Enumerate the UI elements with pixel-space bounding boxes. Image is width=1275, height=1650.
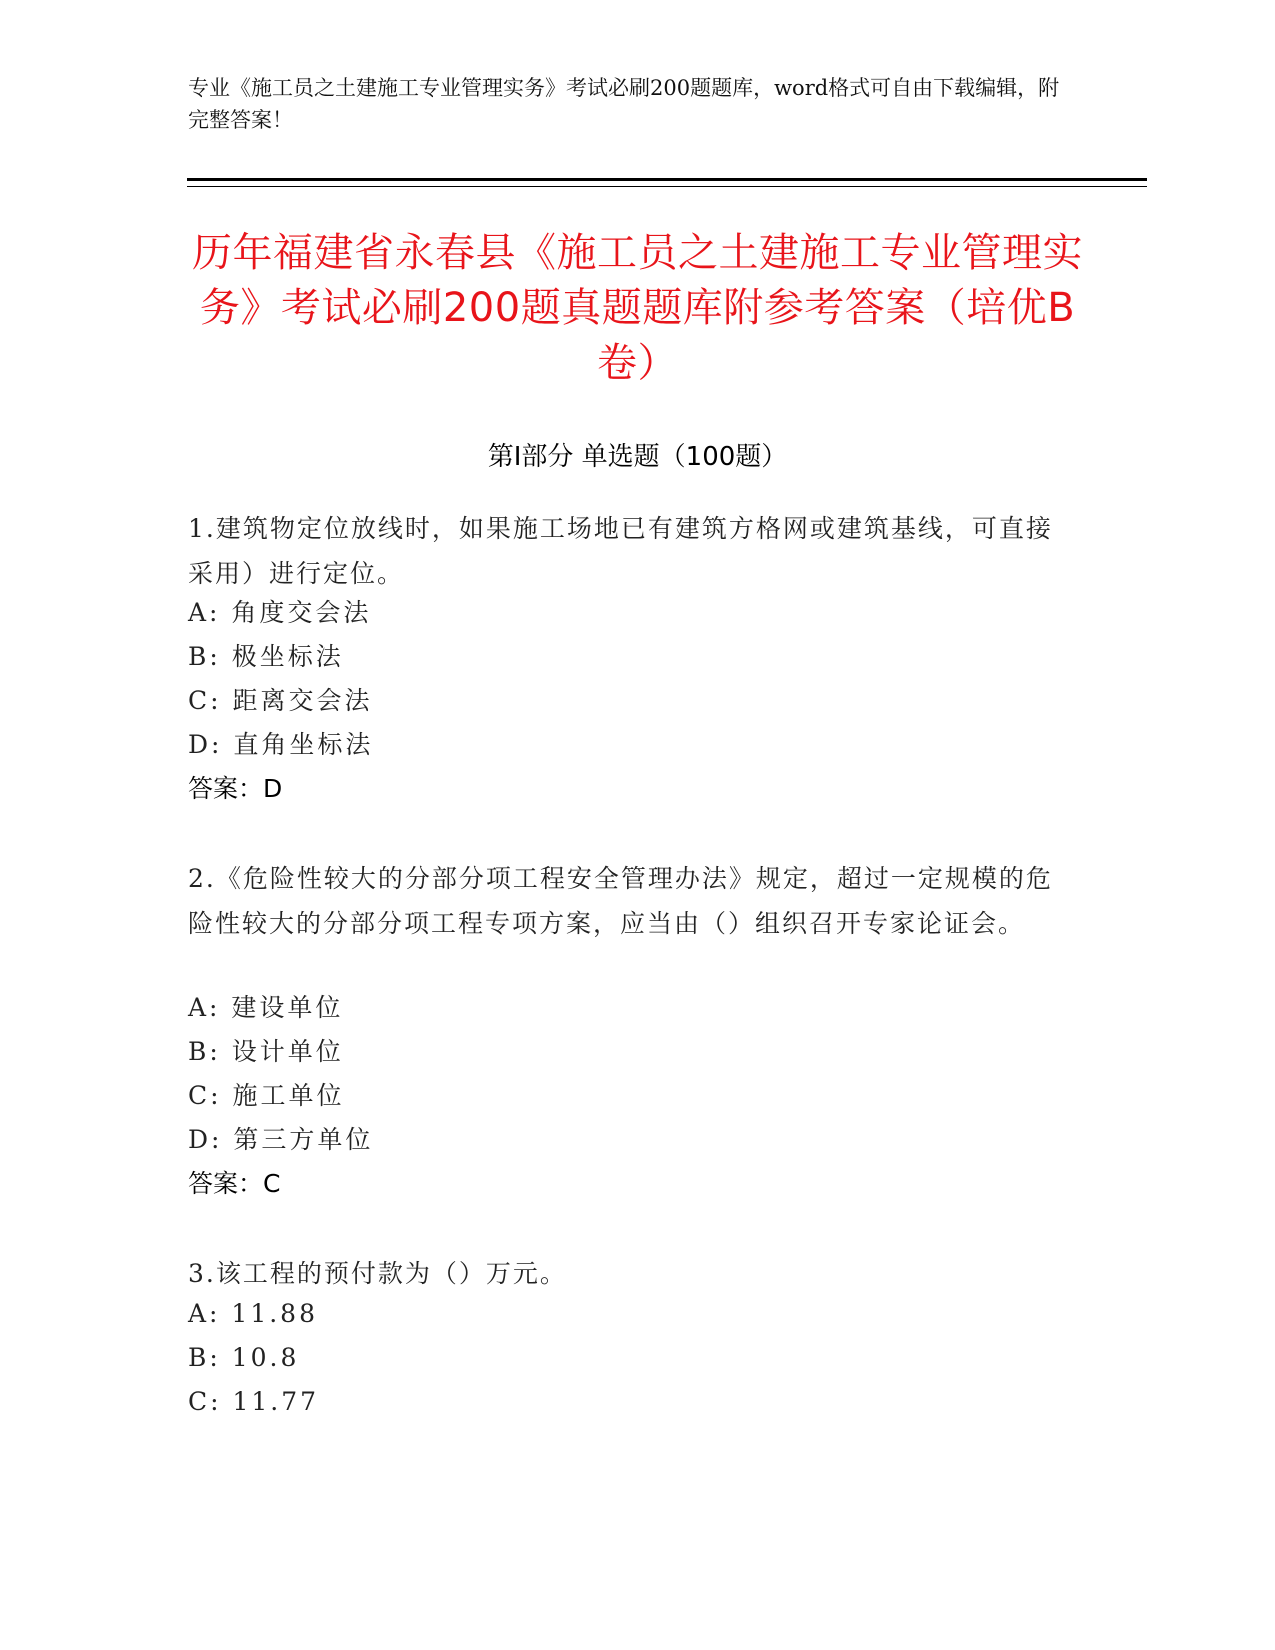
header-note: 专业《施工员之土建施工专业管理实务》考试必刷200题题库，word格式可自由下载编辑，附完整答案！ bbox=[188, 76, 1060, 132]
question-3-option-a: A: 11.88 bbox=[188, 1299, 318, 1328]
question-3-stem: 3.该工程的预付款为（）万元。 bbox=[188, 1259, 567, 1288]
question-2-option-d: D: 第三方单位 bbox=[188, 1125, 374, 1154]
question-2-stem: 2.《危险性较大的分部分项工程安全管理办法》规定，超过一定规模的危险性较大的分部分项工程专项方案，应当由（）组织召开专家论证会。 bbox=[188, 864, 1053, 938]
question-3-option-b: B: 10.8 bbox=[188, 1343, 300, 1372]
question-1-option-c: C: 距离交会法 bbox=[188, 686, 373, 715]
question-2-option-b: B: 设计单位 bbox=[188, 1037, 344, 1066]
question-2-option-c: C: 施工单位 bbox=[188, 1081, 345, 1110]
question-1-option-a: A: 角度交会法 bbox=[188, 598, 372, 627]
question-1-answer: 答案：D bbox=[188, 774, 283, 803]
question-1-stem: 1.建筑物定位放线时，如果施工场地已有建筑方格网或建筑基线，可直接采用）进行定位。 bbox=[188, 514, 1053, 588]
document-title: 历年福建省永春县《施工员之土建施工专业管理实务》考试必刷200题真题题库附参考答案（培优B卷） bbox=[192, 230, 1083, 386]
question-2-option-a: A: 建设单位 bbox=[188, 993, 344, 1022]
question-3-option-c: C: 11.77 bbox=[188, 1387, 320, 1416]
header-rule-thick bbox=[187, 178, 1147, 181]
header-rule-thin bbox=[187, 186, 1147, 187]
question-1-option-b: B: 极坐标法 bbox=[188, 642, 344, 671]
question-1-option-d: D: 直角坐标法 bbox=[188, 730, 374, 759]
question-2-answer: 答案：C bbox=[188, 1169, 281, 1198]
section-title: 第I部分 单选题（100题） bbox=[487, 442, 788, 472]
